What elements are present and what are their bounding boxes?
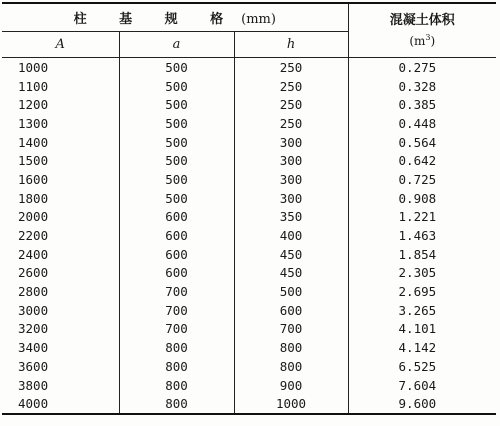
spec-title: 柱 基 规 格 bbox=[73, 12, 238, 27]
cell-A: 3200 bbox=[2, 320, 119, 339]
cell-a: 600 bbox=[119, 226, 234, 245]
cell-volume: 0.725 bbox=[398, 171, 437, 187]
cell-A: 1200 bbox=[2, 95, 119, 114]
table-row bbox=[2, 338, 496, 357]
cell-A: 4000 bbox=[2, 394, 119, 414]
cell-volume: 7.604 bbox=[398, 377, 437, 393]
table-row bbox=[2, 208, 496, 227]
table-row bbox=[2, 301, 496, 320]
cell-A: 3400 bbox=[2, 338, 119, 357]
cell-h: 450 bbox=[234, 245, 348, 264]
cell-a: 500 bbox=[119, 133, 234, 152]
column-header-A: A bbox=[2, 32, 119, 58]
table-row bbox=[2, 95, 496, 114]
table-row bbox=[2, 170, 496, 189]
cell-a: 500 bbox=[119, 151, 234, 170]
table-row bbox=[2, 189, 496, 208]
cell-A: 2200 bbox=[2, 226, 119, 245]
cell-a: 700 bbox=[119, 320, 234, 339]
cell-h: 250 bbox=[234, 58, 348, 77]
cell-A: 1000 bbox=[2, 58, 119, 77]
cell-A: 3000 bbox=[2, 301, 119, 320]
table-row bbox=[2, 376, 496, 395]
cell-volume: 3.265 bbox=[398, 302, 437, 318]
table-row bbox=[2, 264, 496, 283]
table-row bbox=[2, 320, 496, 339]
table-row bbox=[2, 151, 496, 170]
cell-a: 800 bbox=[119, 376, 234, 395]
cell-a: 500 bbox=[119, 58, 234, 77]
cell-A: 1100 bbox=[2, 77, 119, 96]
cell-h: 800 bbox=[234, 357, 348, 376]
cell-volume: 2.305 bbox=[398, 265, 437, 281]
cell-volume: 0.908 bbox=[398, 190, 437, 206]
cell-A: 3800 bbox=[2, 376, 119, 395]
cell-a: 500 bbox=[119, 189, 234, 208]
cell-A: 2600 bbox=[2, 264, 119, 283]
cell-A: 1500 bbox=[2, 151, 119, 170]
cell-a: 500 bbox=[119, 77, 234, 96]
cell-a: 700 bbox=[119, 301, 234, 320]
cell-h: 250 bbox=[234, 77, 348, 96]
spec-unit: (mm) bbox=[241, 12, 276, 27]
cell-volume: 0.328 bbox=[398, 78, 437, 94]
cell-h: 300 bbox=[234, 189, 348, 208]
table-row bbox=[2, 133, 496, 152]
table-row bbox=[2, 394, 496, 414]
cell-A: 1800 bbox=[2, 189, 119, 208]
cell-A: 2800 bbox=[2, 282, 119, 301]
volume-unit: $(m^3)$ bbox=[409, 32, 436, 48]
cell-volume: 1.854 bbox=[398, 246, 437, 262]
cell-a: 500 bbox=[119, 95, 234, 114]
cell-volume: 0.448 bbox=[398, 115, 437, 131]
table-row bbox=[2, 58, 496, 77]
cell-h: 600 bbox=[234, 301, 348, 320]
table-row bbox=[2, 357, 496, 376]
cell-h: 350 bbox=[234, 208, 348, 227]
cell-volume: 0.275 bbox=[398, 59, 437, 75]
cell-volume: 1.221 bbox=[398, 209, 437, 225]
cell-A: 1600 bbox=[2, 170, 119, 189]
volume-title: 混凝土体积 bbox=[389, 12, 455, 28]
cell-a: 500 bbox=[119, 170, 234, 189]
cell-volume: 1.463 bbox=[398, 228, 437, 244]
volume-header bbox=[348, 3, 496, 58]
table-row bbox=[2, 77, 496, 96]
table-header bbox=[2, 3, 496, 58]
cell-volume: 9.600 bbox=[348, 394, 496, 414]
cell-a: 600 bbox=[119, 208, 234, 227]
cell-A: 1400 bbox=[2, 133, 119, 152]
cell-h: 700 bbox=[234, 320, 348, 339]
cell-volume: 0.642 bbox=[398, 153, 437, 169]
cell-h: 1000 bbox=[234, 394, 348, 414]
cell-a: 700 bbox=[119, 282, 234, 301]
cell-a: 800 bbox=[119, 338, 234, 357]
cell-h: 400 bbox=[234, 226, 348, 245]
cell-h: 500 bbox=[234, 282, 348, 301]
column-header-h: h bbox=[234, 32, 348, 58]
cell-a: 500 bbox=[119, 114, 234, 133]
cell-A: 2400 bbox=[2, 245, 119, 264]
cell-h: 300 bbox=[234, 151, 348, 170]
cell-A: 2000 bbox=[2, 208, 119, 227]
cell-a: 800 bbox=[119, 357, 234, 376]
cell-volume: 6.525 bbox=[398, 358, 437, 374]
table-row bbox=[2, 282, 496, 301]
cell-h: 800 bbox=[234, 338, 348, 357]
column-header-a: a bbox=[119, 32, 234, 58]
cell-A: 3600 bbox=[2, 357, 119, 376]
footing-spec-table bbox=[2, 2, 496, 415]
cell-h: 300 bbox=[234, 133, 348, 152]
cell-h: 250 bbox=[234, 95, 348, 114]
cell-A: 1300 bbox=[2, 114, 119, 133]
table-row bbox=[2, 245, 496, 264]
table-body bbox=[2, 58, 496, 415]
cell-h: 250 bbox=[234, 114, 348, 133]
cell-a: 600 bbox=[119, 245, 234, 264]
table-row bbox=[2, 226, 496, 245]
cell-volume: 4.101 bbox=[398, 321, 437, 337]
cell-a: 800 bbox=[119, 394, 234, 414]
cell-volume: 2.695 bbox=[398, 284, 437, 300]
spec-header bbox=[2, 3, 348, 32]
cell-h: 900 bbox=[234, 376, 348, 395]
cell-volume: 0.564 bbox=[398, 134, 437, 150]
cell-a: 600 bbox=[119, 264, 234, 283]
cell-h: 450 bbox=[234, 264, 348, 283]
cell-volume: 0.385 bbox=[398, 97, 437, 113]
cell-volume: 4.142 bbox=[398, 340, 437, 356]
cell-h: 300 bbox=[234, 170, 348, 189]
table-row bbox=[2, 114, 496, 133]
